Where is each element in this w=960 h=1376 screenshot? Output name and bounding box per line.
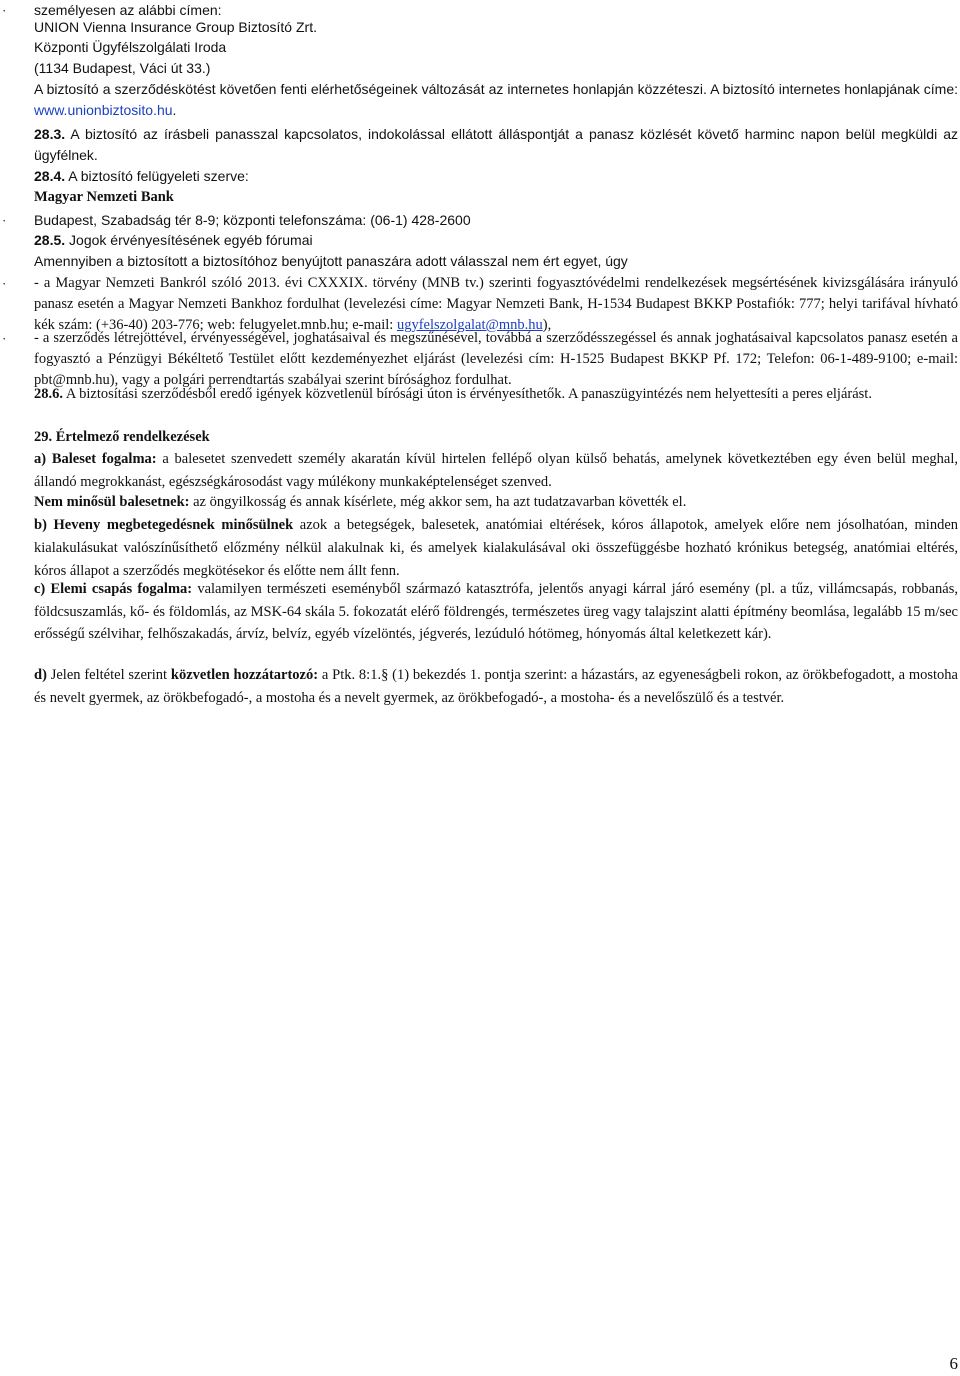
section-28-5-item-pbt: - a szerződés létrejöttével, érvényességével, joghatásaival és megszűnésével, továbbá a szerződésszegéssel és annak joghatásaival kapcsolatos panasz esetén a fogyasztó a Pénzügyi Békéltető Testület előtt kezdeményezhet eljárást (levelezési cím: H-1525 Budapest BKKP Pf. 172; Telefon: 06-1-489-9100; e-mail: pbt@mnb.hu), vagy a polgári perrendtartás szabályai szerint bírósághoz fordulhat. — [34, 330, 958, 388]
definition-not-accident: Nem minősül balesetnek: az öngyilkosság és annak kísérlete, még akkor sem, ha azt tudatzavarban követték el. — [34, 494, 687, 510]
definition-a: a) Baleset fogalma: a balesetet szenvedett személy akaratán kívül hirtelen fellépő olyan külső behatás, amelynek következtében egy éven belül meghal, állandó megrokkanást, egészségkárosodást vagy múlékony munkaképtelenséget szenved. — [34, 451, 958, 490]
section-28-5-intro: Amennyiben a biztosított a biztosítóhoz benyújtott panaszára adott válasszal nem ért egyet, úgy — [34, 253, 628, 269]
bullet-marker: · — [2, 3, 7, 18]
section-28-5-item-mnb: - a Magyar Nemzeti Bankról szóló 2013. évi CXXXIX. törvény (MNB tv.) szerinti fogyasztóvédelmi rendelkezések megsértésének kivizsgálására irányuló panasz esetén a Magyar Nemzeti Bankhoz fordulhat (levelezési címe: Magyar Nemzeti Bank, H-1534 Budapest BKKP Postafiók: 777; helyi tarifával hívható kék szám: (+36-40) 203-776; web: felugyelet.mnb.hu; e-mail: ugyfelszolgalat@mnb.hu), — [34, 275, 958, 333]
section-number: 28.6. — [34, 386, 63, 402]
section-28-4: 28.4. A biztosító felügyeleti szerve: — [34, 168, 249, 184]
definition-d: d) Jelen feltétel szerint közvetlen hozzátartozó: a Ptk. 8:1.§ (1) bekezdés 1. pontja szerint: a házastárs, az egyeneságbeli rokon, az örökbefogadott, a mostoha és nevelt gyermek, az örökbefogadó-, a mostoha és a nevelt gyermek, az örökbefogadó-, a mostoha- és a nevelőszülő és a testvér. — [34, 667, 958, 706]
page-number: 6 — [949, 1354, 958, 1373]
bank-address: Budapest, Szabadság tér 8-9; központi telefonszáma: (06-1) 428-2600 — [34, 212, 471, 228]
address-line: UNION Vienna Insurance Group Biztosító Zrt. — [34, 19, 317, 35]
address-line: személyesen az alábbi címen: — [34, 2, 222, 18]
bullet-marker: · — [2, 276, 7, 291]
section-number: 28.5. — [34, 232, 66, 248]
definition-c: c) Elemi csapás fogalma: valamilyen természeti eseményből származó katasztrófa, jelentős anyagi kárral járó esemény (pl. a tűz, villámcsapás, robbanás, földcsuszamlás, kő- és földomlás, az MSK-64 skála 5. fokozatát elérő földrengés, természetes üreg vagy talajszint alatti építmény beomlása, legalább 15 m/sec erősségű szélvihar, felhőszakadás, árvíz, belvíz, egyéb vízelöntés, jégverés, lezúduló hótömeg, hónyomás által keletkezett kár). — [34, 581, 958, 642]
section-28-3: 28.3. A biztosító az írásbeli panasszal kapcsolatos, indokolással ellátott álláspontját a panasz közlését követő harminc napon belül megküldi az ügyfélnek. — [34, 126, 958, 163]
bullet-marker: · — [2, 213, 7, 228]
address-line: Központi Ügyfélszolgálati Iroda — [34, 39, 227, 55]
section-28-5: 28.5. Jogok érvényesítésének egyéb fórumai — [34, 232, 313, 248]
section-number: 28.4. — [34, 168, 66, 184]
publish-notice: A biztosító a szerződéskötést követően fenti elérhetőségeinek változását az internetes honlapján közzéteszi. A biztosító internetes honlapjának címe: www.unionbiztosito.hu. — [34, 81, 958, 118]
email-link[interactable]: ugyfelszolgalat@mnb.hu — [396, 317, 543, 333]
website-link[interactable]: www.unionbiztosito.hu — [34, 102, 173, 118]
address-line: (1134 Budapest, Váci út 33.) — [34, 60, 211, 76]
bank-name: Magyar Nemzeti Bank — [34, 189, 174, 205]
section-28-6: 28.6. A biztosítási szerződésből eredő igények közvetlenül bírósági úton is érvényesíthetők. A panaszügyintézés nem helyettesíti a peres eljárást. — [34, 386, 872, 402]
section-29-title: 29. Értelmező rendelkezések — [34, 429, 210, 445]
definition-b: b) Heveny megbetegedésnek minősülnek azok a betegségek, balesetek, anatómiai eltérések, kóros állapotok, amelyek előre nem jósolhatóan, minden kialakulásukat valószínűsíthető előzmény nélkül alakulnak ki, és amelyek kialakulásával oki összefüggésbe hozható krónikus betegség, anatómiai eltérés, kóros állapot a szerződés megkötésekor és előtte nem állt fenn. — [34, 517, 958, 579]
section-number: 28.3. — [34, 126, 66, 142]
bullet-marker: · — [2, 331, 7, 346]
